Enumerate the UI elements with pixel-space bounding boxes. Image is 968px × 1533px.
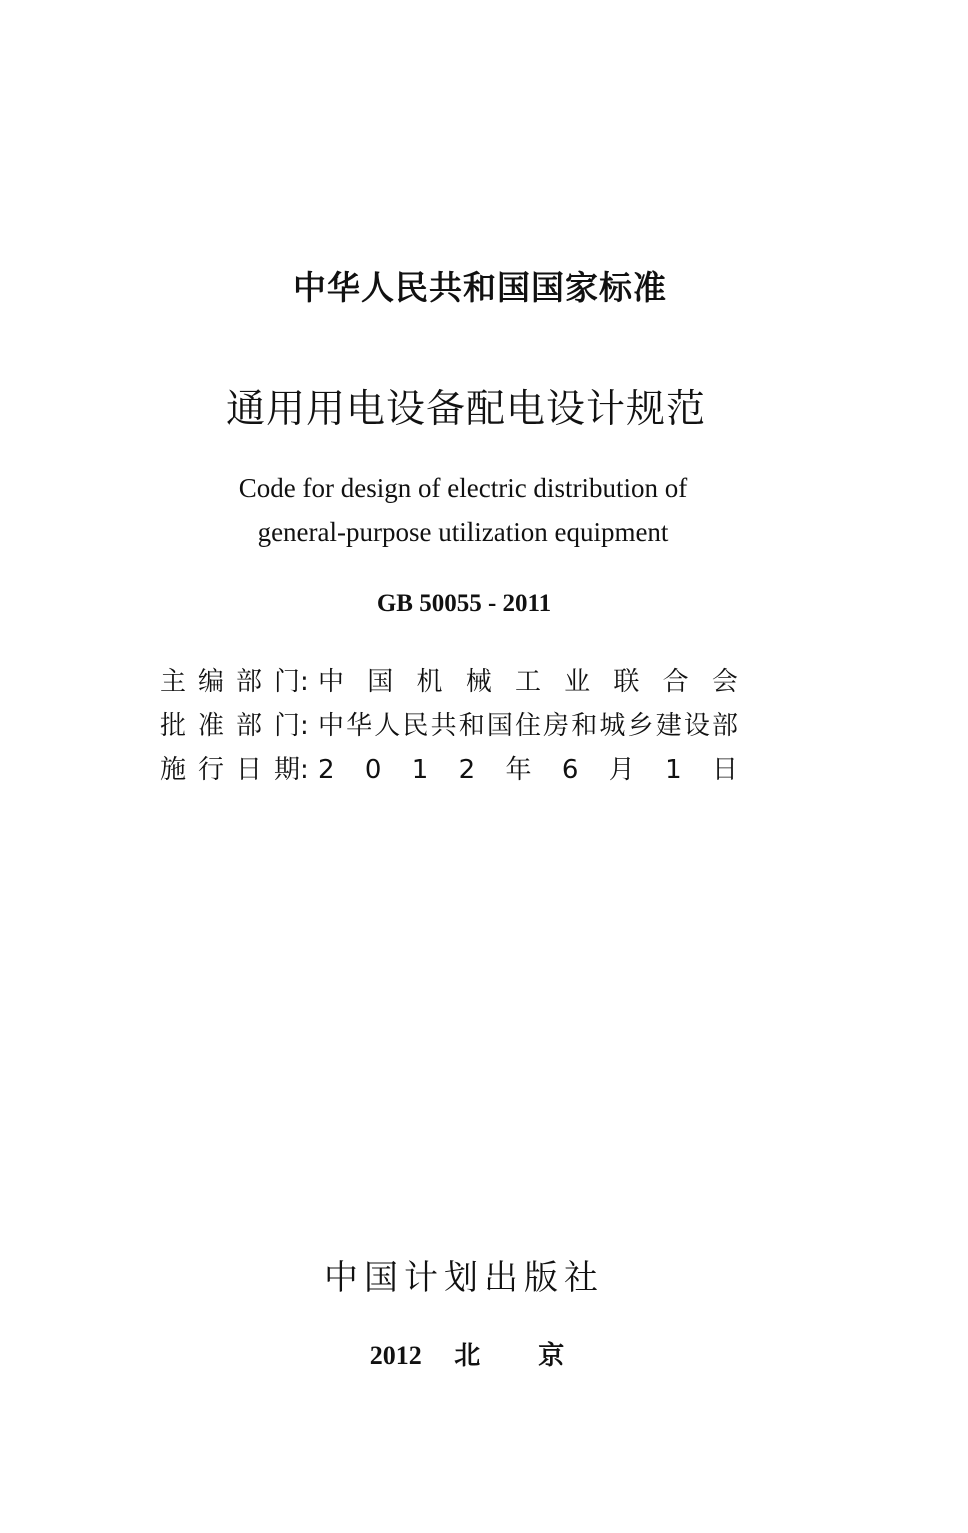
meta-char: 机 [416,667,443,697]
meta-char: 6 [561,755,579,785]
meta-char: 2 [318,755,335,785]
approver-label: 批准部门 [160,711,300,741]
meta-char: 2 [458,755,476,785]
meta-char: 城 [599,711,626,741]
meta-char: 合 [662,667,689,697]
publisher-name: 中国计划出版社 [324,1258,604,1298]
meta-char: 和 [458,711,485,741]
editor-colon: : [300,667,309,697]
editor-label: 主编部门 [160,667,300,697]
meta-char: 乡 [627,711,654,741]
meta-char: 年 [505,755,532,785]
standard-metadata [160,660,760,792]
effective-date-label: 施行日期 [160,755,300,785]
meta-char: 0 [364,755,382,785]
standard-number: GB 50055 - 2011 [376,590,552,617]
english-title-line-1: Code for design of electric distribution of [238,473,688,503]
publication-city: 北京 [454,1341,623,1371]
publication-year: 2012 [369,1341,422,1370]
national-standard-heading: 中华人民共和国国家标准 [293,268,667,307]
approver-value [318,704,738,748]
meta-char: 会 [711,667,738,697]
meta-char: 月 [608,755,635,785]
effective-date-value [318,748,738,792]
meta-char: 1 [665,755,682,785]
editor-row [160,660,760,704]
editor-value [318,660,738,704]
meta-char: 械 [465,667,492,697]
meta-char: 共 [430,711,457,741]
meta-char: 建 [655,711,682,741]
english-title [0,466,947,554]
meta-char: 华 [346,711,373,741]
meta-char: 中 [318,667,345,697]
meta-char: 中 [318,711,345,741]
meta-char: 住 [514,711,541,741]
meta-char: 房 [543,711,570,741]
english-title-line-2: general-purpose utilization equipment [257,517,669,547]
approver-row [160,704,760,748]
effective-date-row [160,748,760,792]
meta-char: 和 [571,711,598,741]
meta-char: 民 [402,711,429,741]
meta-char: 日 [711,755,738,785]
meta-char: 部 [711,711,738,741]
effective-date-colon: : [300,755,309,785]
meta-char: 国 [486,711,513,741]
meta-char: 人 [374,711,401,741]
chinese-title: 通用用电设备配电设计规范 [225,387,706,432]
meta-char: 业 [564,667,591,697]
meta-char: 联 [613,667,640,697]
approver-colon: : [300,711,309,741]
meta-char: 1 [411,755,429,785]
publication-place [0,1335,951,1372]
meta-char: 设 [683,711,710,741]
meta-char: 国 [367,667,394,697]
meta-char: 工 [514,667,541,697]
